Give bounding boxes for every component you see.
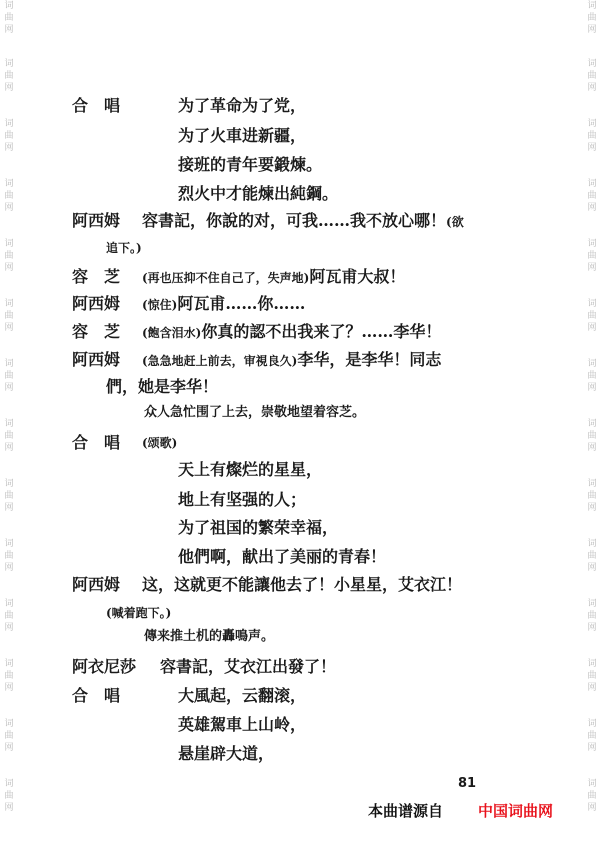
right-watermark-column [585,0,599,850]
speaker-name: 合 唱 [72,433,121,452]
dialogue-text: 你真的認不出我来了？……李华！ [201,322,442,341]
stage-direction: 追下。) [106,241,142,255]
left-watermark-column [2,0,16,850]
lyric-line: 悬崖辟大道， [178,744,275,763]
dialogue-text: 容書記，你說的对，可我……我不放心哪！ [142,211,447,230]
dialogue-line [142,322,441,343]
stage-direction: (急急地赶上前去，审視良久) [142,354,298,368]
speaker-name: 合 唱 [72,96,121,115]
stage-direction: (再也压抑不住自己了，失声地) [142,271,310,285]
watermark-text: 词曲网 [4,239,14,273]
dialogue-line [142,294,305,315]
watermark-text: 词曲网 [4,419,14,453]
watermark-text: 词曲网 [587,779,597,813]
stage-direction: (惊住) [142,298,178,312]
watermark-text: 词曲网 [587,359,597,393]
dialogue-line [142,350,441,371]
watermark-text: 词曲网 [4,1,14,35]
speaker-name: 容 芝 [72,267,121,286]
footer-brand-link[interactable]: 中国词曲网 [478,802,554,820]
watermark-text: 词曲网 [587,179,597,213]
watermark-text: 词曲网 [4,539,14,573]
watermark-text: 词曲网 [4,359,14,393]
lyric-line: 为了革命为了党， [178,96,307,115]
watermark-text: 词曲网 [587,299,597,333]
watermark-text: 词曲网 [587,59,597,93]
dialogue-text: 阿瓦甫大叔！ [309,267,406,286]
stage-instruction: 众人急忙围了上去，崇敬地望着容芝。 [144,405,366,420]
lyric-line: 天上有燦烂的星星， [178,460,323,479]
speaker-name: 阿衣尼莎 [72,657,137,676]
watermark-text: 词曲网 [4,479,14,513]
dialogue-line: 們，她是李华！ [106,377,219,396]
speaker-name: 阿西姆 [72,575,121,594]
lyric-line: 大風起，云翻滚， [178,686,307,705]
lyric-line: 烈火中才能煉出純鋼。 [178,184,339,203]
watermark-text: 词曲网 [587,119,597,153]
watermark-text: 词曲网 [4,599,14,633]
stage-direction: (飽含泪水) [142,326,202,340]
speaker-name: 阿西姆 [72,294,121,313]
footer-source-text: 本曲谱源自 [368,802,444,820]
watermark-text: 词曲网 [587,719,597,753]
speaker-name: 阿西姆 [72,211,121,230]
stage-direction: (颂歌) [142,436,178,450]
watermark-text: 词曲网 [4,179,14,213]
speaker-name: 容 芝 [72,322,121,341]
watermark-text: 词曲网 [4,299,14,333]
watermark-text: 词曲网 [587,419,597,453]
watermark-text: 词曲网 [4,119,14,153]
watermark-text: 词曲网 [587,1,597,35]
watermark-text: 词曲网 [587,479,597,513]
lyric-line: 英雄駕車上山岭， [178,715,307,734]
lyric-line: 地上有坚强的人； [178,490,307,509]
lyric-line: 为了祖国的繁荣幸福， [178,518,339,537]
watermark-text: 词曲网 [587,659,597,693]
dialogue-text: 阿瓦甫……你…… [177,294,306,313]
dialogue-line [142,211,464,232]
lyric-line: 他們啊，献出了美丽的青春！ [178,547,387,566]
dialogue-line: 这，这就更不能讓他去了！小星星，艾衣江！ [142,575,463,594]
stage-instruction: 傳来推土机的轟鳴声。 [144,629,275,644]
watermark-text: 词曲网 [4,719,14,753]
stage-direction: (喊着跑下。) [106,606,172,620]
lyric-line: 为了火車进新疆， [178,126,307,145]
dialogue-line: 容書記，艾衣江出發了！ [160,657,337,676]
speaker-name: 合 唱 [72,686,121,705]
dialogue-line [142,267,405,288]
watermark-text: 词曲网 [4,779,14,813]
lyric-line: 接班的青年要鍛煉。 [178,155,323,174]
watermark-text: 词曲网 [4,59,14,93]
page-number: 81 [458,776,477,791]
stage-direction: (欲 [446,215,464,229]
watermark-text: 词曲网 [587,539,597,573]
watermark-text: 词曲网 [587,599,597,633]
speaker-name: 阿西姆 [72,350,121,369]
watermark-text: 词曲网 [587,239,597,273]
dialogue-text: 李华，是李华！同志 [297,350,442,369]
watermark-text: 词曲网 [4,659,14,693]
